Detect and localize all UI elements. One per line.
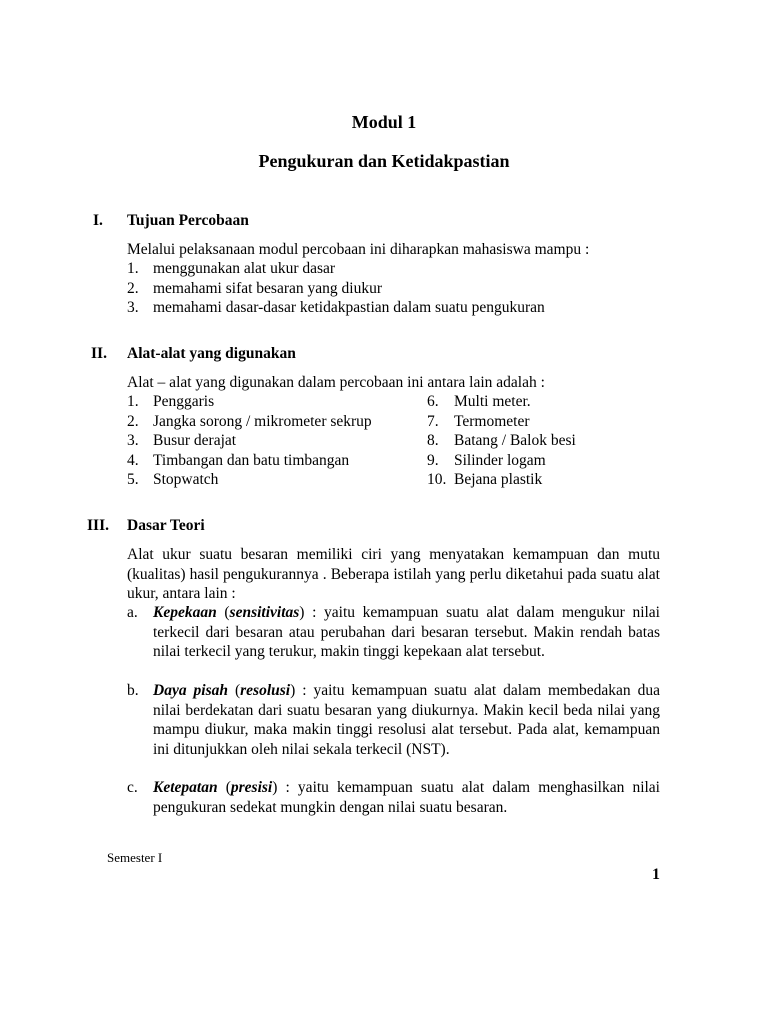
- definition-synonym: sensitivitas: [229, 604, 300, 621]
- definition-synonym: presisi: [230, 779, 273, 796]
- definition-text: : yaitu kemampuan suatu alat dalam menghasilkan nilai pengukuran sedekat mungkin dengan nilai suatu besaran.: [153, 779, 660, 816]
- list-item-number: 5.: [127, 471, 139, 488]
- list-item: [427, 412, 530, 431]
- definition-text: : yaitu kemampuan suatu alat dalam membedakan dua nilai berdekatan dari suatu besaran yang diukurnya. Makin kecil beda nilai yang mampu diukur, maka makin tinggi resolusi alat tersebut. Pada alat, kemampuan ini ditunjukkan oleh nilai sekala terkecil (NST).: [153, 682, 660, 758]
- list-item-number: 6.: [427, 393, 439, 410]
- definition-paren-close: ): [299, 604, 305, 621]
- list-item-number: 9.: [427, 452, 439, 469]
- definition-item: [153, 603, 660, 662]
- definition-paren-close: ): [290, 682, 296, 699]
- footer-semester: Semester I: [107, 850, 163, 865]
- list-item: [127, 470, 218, 489]
- list-item-text: Jangka sorong / mikrometer sekrup: [153, 413, 372, 430]
- list-item: [427, 392, 531, 411]
- definition-item: [153, 681, 660, 759]
- list-item-text: Busur derajat: [153, 432, 237, 449]
- definition-text: : yaitu kemampuan suatu alat dalam mengukur nilai terkecil dari besaran atau perubahan dari besaran tersebut. Makin rendah batas nilai terkecil yang terukur, makin tinggi kepekaan alat tersebut.: [153, 604, 660, 660]
- page-number: 1: [652, 866, 660, 883]
- section-3-number: III.: [87, 517, 109, 534]
- list-item-number: 10.: [427, 471, 447, 488]
- definition-paren-open: (: [216, 604, 230, 621]
- list-item-number: 2.: [127, 413, 139, 430]
- list-item-number: 1.: [127, 393, 139, 410]
- list-item: [127, 259, 335, 278]
- section-1-intro: Melalui pelaksanaan modul percobaan ini diharapkan mahasiswa mampu :: [127, 241, 590, 258]
- list-item-text: Bejana plastik: [454, 471, 543, 488]
- list-item: [427, 470, 542, 489]
- list-item: [127, 451, 349, 470]
- definition-synonym: resolusi: [240, 682, 291, 699]
- definition-letter: a.: [127, 604, 138, 621]
- definition-term: Ketepatan: [153, 779, 218, 796]
- section-2-heading: Alat-alat yang digunakan: [127, 345, 296, 362]
- definition-letter: c.: [127, 779, 138, 796]
- section-3-heading: Dasar Teori: [127, 517, 205, 534]
- list-item: [127, 392, 214, 411]
- definition-paren-open: (: [217, 779, 231, 796]
- definition-paren-open: (: [228, 682, 241, 699]
- list-item: [427, 431, 576, 450]
- list-item-text: memahami sifat besaran yang diukur: [153, 280, 382, 297]
- list-item-text: Termometer: [454, 413, 530, 430]
- list-item-text: Multi meter.: [454, 393, 531, 410]
- list-item: [427, 451, 546, 470]
- definition-term: Kepekaan: [153, 604, 217, 621]
- definition-paren-close: ): [272, 779, 278, 796]
- section-2-number: II.: [91, 345, 107, 362]
- list-item: [127, 298, 545, 317]
- list-item: [127, 412, 372, 431]
- module-title: Modul 1: [351, 112, 417, 132]
- list-item-text: Silinder logam: [454, 452, 546, 469]
- list-item-number: 2.: [127, 280, 139, 297]
- list-item-text: Stopwatch: [153, 471, 219, 488]
- list-item-text: Timbangan dan batu timbangan: [153, 452, 350, 469]
- section-2-intro: Alat – alat yang digunakan dalam percobaan ini antara lain adalah :: [127, 374, 545, 391]
- list-item-number: 7.: [427, 413, 439, 430]
- section-3-intro: Alat ukur suatu besaran memiliki ciri yang menyatakan kemampuan dan mutu (kualitas) hasil pengukurannya . Beberapa istilah yang perlu diketahui pada suatu alat ukur, antara lain :: [127, 546, 660, 602]
- list-item-number: 3.: [127, 299, 139, 316]
- definition-term: Daya pisah: [153, 682, 228, 699]
- list-item-number: 4.: [127, 452, 139, 469]
- list-item-text: memahami dasar-dasar ketidakpastian dalam suatu pengukuran: [153, 299, 545, 316]
- definition-item: [153, 778, 660, 817]
- list-item-text: Penggaris: [153, 393, 215, 410]
- list-item: [127, 279, 382, 298]
- list-item: [127, 431, 236, 450]
- list-item-text: Batang / Balok besi: [454, 432, 576, 449]
- list-item-number: 3.: [127, 432, 139, 449]
- list-item-number: 1.: [127, 260, 139, 277]
- list-item-number: 8.: [427, 432, 439, 449]
- list-item-text: menggunakan alat ukur dasar: [153, 260, 336, 277]
- definition-letter: b.: [127, 682, 139, 699]
- section-1-number: I.: [93, 212, 103, 229]
- module-subtitle: Pengukuran dan Ketidakpastian: [258, 151, 510, 171]
- section-1-heading: Tujuan Percobaan: [127, 212, 249, 229]
